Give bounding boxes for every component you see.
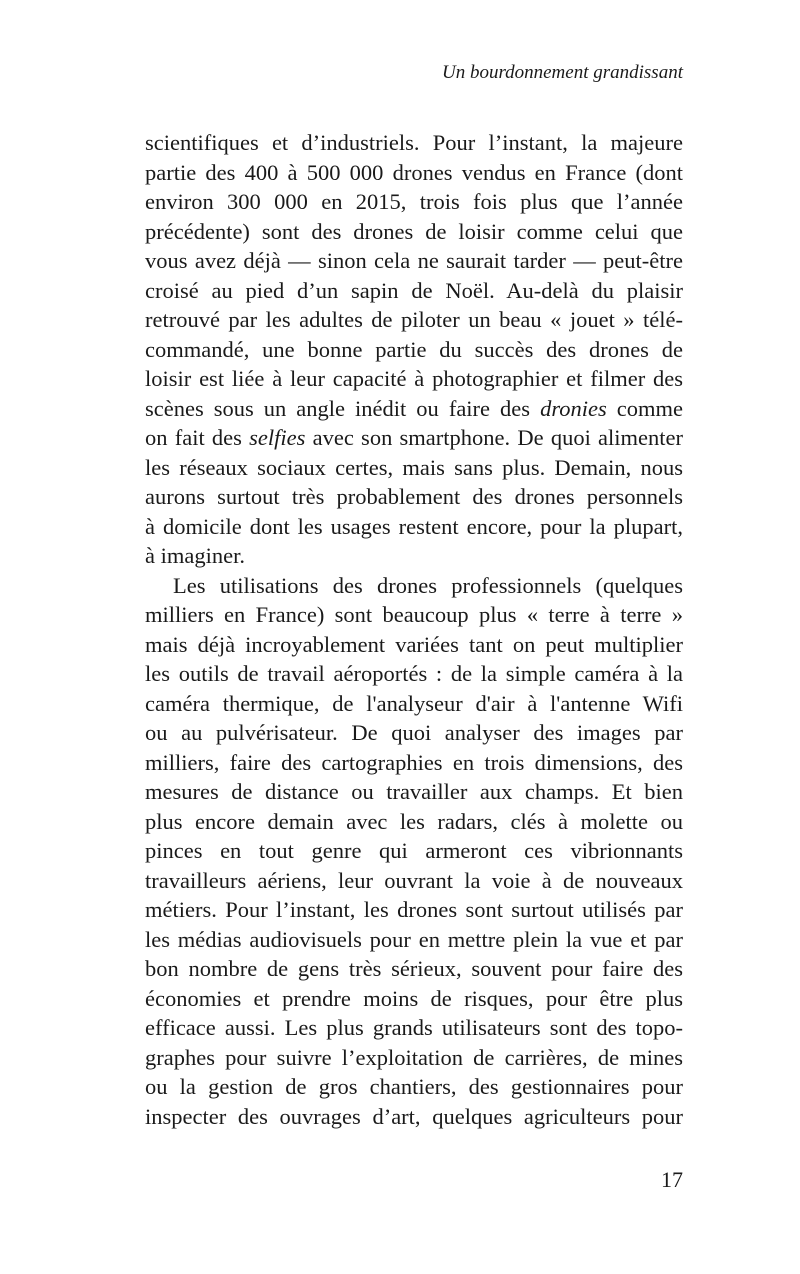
text-segment: on fait des (145, 425, 250, 450)
text-segment: scènes sous un angle inédit ou faire des (145, 395, 541, 421)
text-line: à imaginer. (145, 543, 245, 568)
italic-term: selfies (249, 425, 306, 450)
text-segment: comme (606, 395, 683, 421)
text-line: métiers. Pour l’instant, les drones sont surtout utilisés par (145, 897, 683, 922)
text-line: les médias audiovisuels pour en mettre plein la vue et par (145, 926, 683, 952)
text-line: milliers en France) sont beaucoup plus « terre à terre » (145, 602, 683, 627)
running-header: Un bourdonnement grandissant (441, 62, 683, 83)
text-line: loisir est liée à leur capacité à photographier et filmer des (145, 366, 683, 391)
text-line: milliers, faire des cartographies en trois dimensions, des (145, 749, 683, 775)
text-line: caméra thermique, de l'analyseur d'air à l'antenne Wifi (145, 690, 683, 716)
text-line: aurons surtout très probablement des drones personnels (145, 484, 683, 509)
text-line: pinces en tout genre qui armeront ces vibrionnants (145, 838, 683, 863)
text-line: vous avez déjà — sinon cela ne saurait tarder — peut-être (145, 248, 683, 273)
text-line: graphes pour suivre l’exploitation de carrières, de mines (145, 1044, 683, 1070)
text-line: bon nombre de gens très sérieux, souvent pour faire des (145, 956, 683, 981)
text-line: mesures de distance ou travailler aux champs. Et bien (145, 779, 683, 804)
text-line: partie des 400 à 500 000 drones vendus en France (dont (145, 159, 683, 185)
text-line: économies et prendre moins de risques, pour être plus (145, 985, 683, 1011)
body-text (145, 128, 683, 1131)
text-line: ou au pulvérisateur. De quoi analyser des images par (145, 720, 683, 745)
text-line: précédente) sont des drones de loisir comme celui que (145, 218, 683, 244)
text-line: retrouvé par les adultes de piloter un beau « jouet » télé- (145, 307, 683, 332)
text-line: les réseaux sociaux certes, mais sans plus. Demain, nous (145, 454, 683, 480)
text-line (145, 394, 683, 424)
text-line: commandé, une bonne partie du succès des drones de (145, 336, 683, 362)
text-line: les outils de travail aéroportés : de la simple caméra à la (145, 661, 683, 686)
text-line: ou la gestion de gros chantiers, des gestionnaires pour (145, 1074, 683, 1099)
text-line: à domicile dont les usages restent encore, pour la plupart, (145, 513, 683, 539)
italic-term: dronies (540, 395, 607, 421)
text-line: environ 300 000 en 2015, trois fois plus que l’année (145, 189, 683, 214)
text-line: plus encore demain avec les radars, clés à molette ou (145, 808, 683, 834)
text-line: scientifiques et d’industriels. Pour l’instant, la majeure (145, 130, 683, 155)
text-line: Les utilisations des drones professionnels (quelques (173, 572, 683, 598)
text-line: inspecter des ouvrages d’art, quelques agriculteurs pour (145, 1103, 683, 1129)
page-number: 17 (661, 1167, 683, 1192)
text-line (145, 423, 683, 453)
text-line: mais déjà incroyablement variées tant on peut multiplier (145, 631, 683, 657)
text-line: efficace aussi. Les plus grands utilisateurs sont des topo- (145, 1015, 683, 1040)
text-line: travailleurs aériens, leur ouvrant la voie à de nouveaux (145, 867, 683, 893)
text-line: croisé au pied d’un sapin de Noël. Au-delà du plaisir (145, 277, 683, 303)
text-segment: avec son smartphone. De quoi alimenter (305, 425, 683, 450)
